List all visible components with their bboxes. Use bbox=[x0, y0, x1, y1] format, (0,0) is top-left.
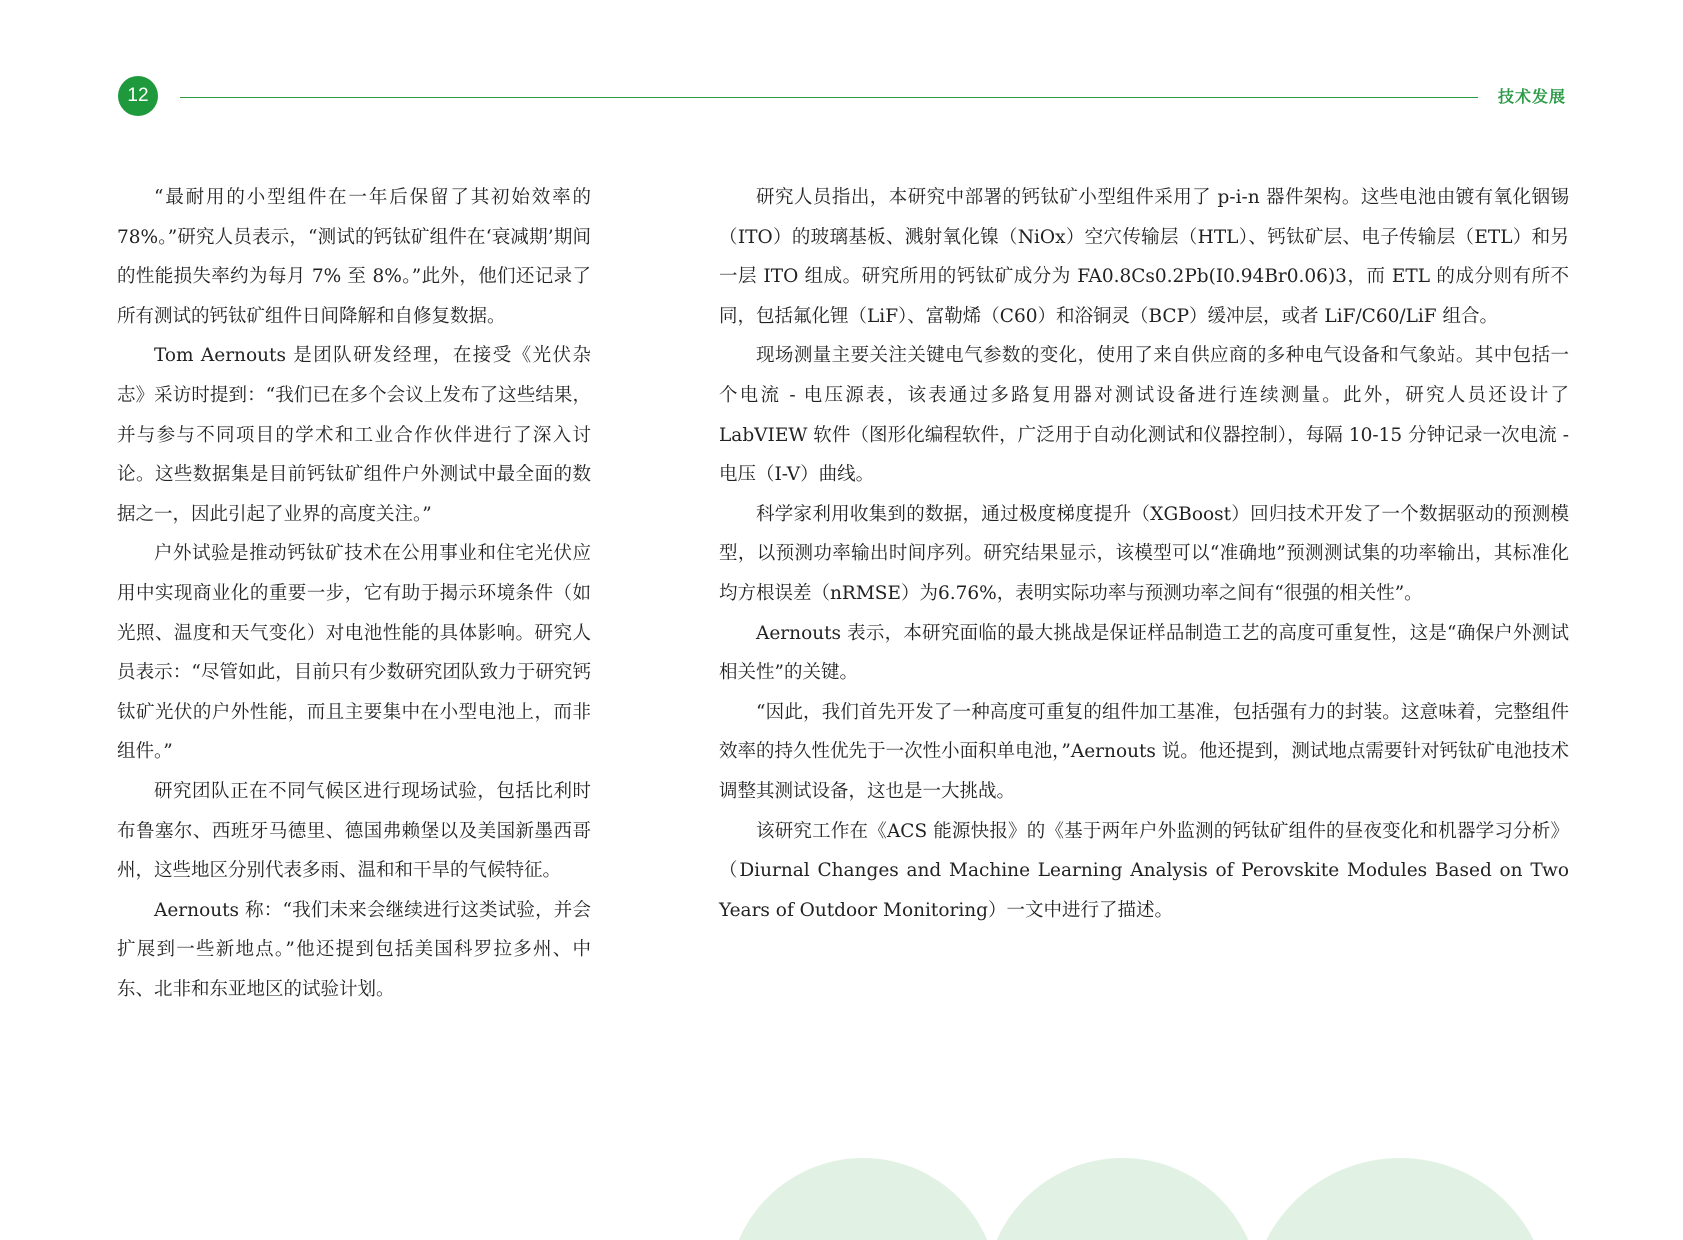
paragraph: Aernouts 表示，本研究面临的最大挑战是保证样品制造工艺的高度可重复性，这是“确保户外测试相关性”的关键。 bbox=[719, 622, 1569, 684]
paragraph: 研究人员指出，本研究中部署的钙钛矿小型组件采用了 p-i-n 器件架构。这些电池由镀有氧化铟锡（ITO）的玻璃基板、溅射氧化镍（NiOx）空穴传输层（HTL）、钙钛矿层、电子传输层（ETL）和另一层 ITO 组成。研究所用的钙钛矿成分为 FA0.8Cs0.2Pb(I0.94Br0.06)3，而 ETL 的成分则有所不同，包括氟化锂（LiF）、富勒烯（C60）和浴铜灵（BCP）缓冲层，或者 LiF/C60/LiF 组合。 bbox=[719, 187, 1569, 327]
decorative-circle bbox=[985, 1158, 1260, 1240]
paragraph: “最耐用的小型组件在一年后保留了其初始效率的78%。”研究人员表示，“测试的钙钛矿组件在‘衰减期’期间的性能损失率约为每月 7% 至 8%。”此外，他们还记录了所有测试的钙钛矿组件日间降解和自修复数据。 bbox=[117, 187, 591, 327]
paragraph: “因此，我们首先开发了一种高度可重复的组件加工基准，包括强有力的封装。这意味着，完整组件效率的持久性优先于一次性小面积单电池，”Aernouts 说。他还提到，测试地点需要针对钙钛矿电池技术调整其测试设备，这也是一大挑战。 bbox=[719, 701, 1569, 802]
decorative-circle bbox=[1250, 1158, 1550, 1240]
page-number-badge: 12 bbox=[118, 76, 158, 116]
paragraph: 研究团队正在不同气候区进行现场试验，包括比利时布鲁塞尔、西班牙马德里、德国弗赖堡以及美国新墨西哥州，这些地区分别代表多雨、温和和干旱的气候特征。 bbox=[117, 780, 591, 882]
paragraph: 该研究工作在《ACS 能源快报》的《基于两年户外监测的钙钛矿组件的昼夜变化和机器学习分析》（Diurnal Changes and Machine Learning Analysis of Perovskite Modules Based on Two Years of Outdoor Monitoring）一文中进行了描述。 bbox=[719, 820, 1569, 921]
paragraph: 现场测量主要关注关键电气参数的变化，使用了来自供应商的多种电气设备和气象站。其中包括一个电流 - 电压源表，该表通过多路复用器对测试设备进行连续测量。此外，研究人员还设计了 LabVIEW 软件（图形化编程软件，广泛用于自动化测试和仪器控制），每隔 10-15 分钟记录一次电流 - 电压（I-V）曲线。 bbox=[719, 345, 1569, 486]
right-text-column bbox=[719, 178, 1569, 930]
paragraph: Aernouts 称：“我们未来会继续进行这类试验，并会扩展到一些新地点。”他还提到包括美国科罗拉多州、中东、北非和东亚地区的试验计划。 bbox=[117, 899, 591, 1000]
left-text-column bbox=[117, 178, 591, 1009]
decorative-circle bbox=[728, 1158, 998, 1240]
header-divider bbox=[180, 97, 1478, 98]
section-title: 技术发展 bbox=[1497, 87, 1566, 106]
paragraph: 户外试验是推动钙钛矿技术在公用事业和住宅光伏应用中实现商业化的重要一步，它有助于揭示环境条件（如光照、温度和天气变化）对电池性能的具体影响。研究人员表示：“尽管如此，目前只有少数研究团队致力于研究钙钛矿光伏的户外性能，而且主要集中在小型电池上，而非组件。” bbox=[117, 543, 591, 763]
paragraph: Tom Aernouts 是团队研发经理，在接受《光伏杂志》采访时提到：“我们已在多个会议上发布了这些结果，并与参与不同项目的学术和工业合作伙伴进行了深入讨论。这些数据集是目前钙钛矿组件户外测试中最全面的数据之一，因此引起了业界的高度关注。” bbox=[117, 345, 591, 525]
paragraph: 科学家利用收集到的数据，通过极度梯度提升（XGBoost）回归技术开发了一个数据驱动的预测模型，以预测功率输出时间序列。研究结果显示，该模型可以“准确地”预测测试集的功率输出，其标准化均方根误差（nRMSE）为6.76%，表明实际功率与预测功率之间有“很强的相关性”。 bbox=[719, 503, 1569, 604]
